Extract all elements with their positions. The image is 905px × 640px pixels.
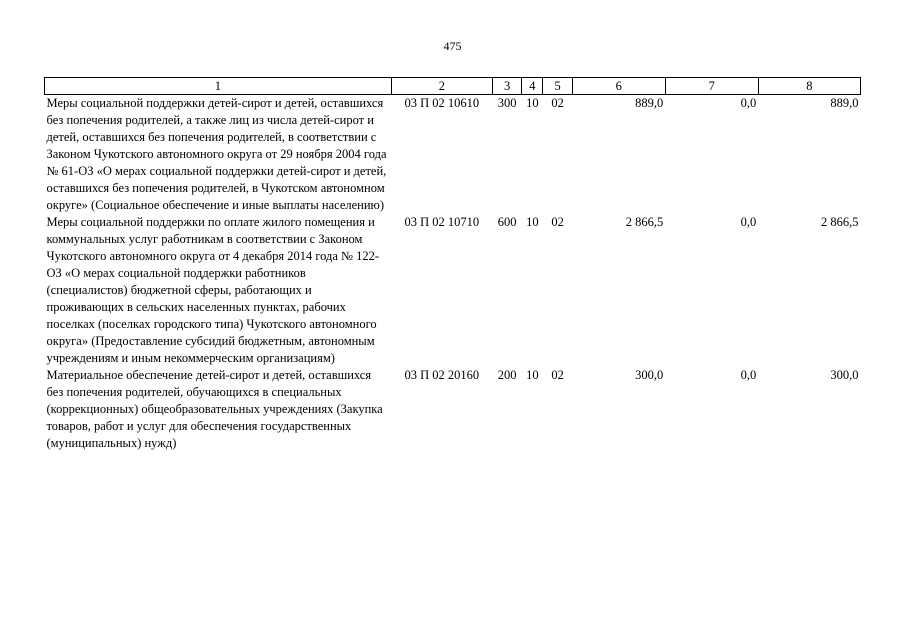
row-col6: 300,0 [635,368,664,382]
row-col8: 300,0 [830,368,859,382]
row-col3: 600 [497,215,517,229]
row-col3: 300 [497,96,517,110]
row-col5: 02 [551,96,564,110]
column-header: 1 [45,78,392,95]
column-header: 5 [543,78,572,95]
row-col7: 0,0 [740,96,757,110]
table-row [45,214,861,367]
column-header: 4 [522,78,543,95]
row-code: 03 П 02 20160 [404,368,480,382]
page-number: 475 [443,39,462,53]
row-name: Меры социальной поддержки детей-сирот и детей, оставшихся без попечения родителей, а также лиц из числа детей-сирот и детей, оставшихся без попечения родителей, в соответствии с Законом Чукотского автономного округа от 29 ноября 2004 года № 61-ОЗ «О мерах социальной поддержки детей-сирот и детей, оставшихся без попечения родителей, в Чукотском автономном округе» (Социальное обеспечение и иные выплаты населению) [46,96,387,212]
row-code: 03 П 02 10610 [404,96,480,110]
row-col6: 889,0 [635,96,664,110]
row-col4: 10 [526,368,539,382]
table-row [45,367,861,452]
column-header: 3 [492,78,521,95]
row-col6: 2 866,5 [625,215,664,229]
row-col7: 0,0 [740,215,757,229]
column-header: 6 [572,78,665,95]
column-header: 7 [665,78,758,95]
row-name: Меры социальной поддержки по оплате жилого помещения и коммунальных услуг работникам в соответствии с Законом Чукотского автономного округа от 4 декабря 2014 года № 122-ОЗ «О мерах социальной поддержки работников (специалистов) бюджетной сферы, работающих и проживающих в сельских населенных пунктах, рабочих поселках (поселках городского типа) Чукотского автономного округа» (Предоставление субсидий бюджетным, автономным учреждениям и иным некоммерческим организациям) [46,215,380,365]
row-col5: 02 [551,215,564,229]
row-col7: 0,0 [740,368,757,382]
table-row [45,95,861,215]
row-col4: 10 [526,215,539,229]
row-col4: 10 [526,96,539,110]
row-col8: 2 866,5 [821,215,859,229]
row-col5: 02 [551,368,564,382]
row-col8: 889,0 [830,96,859,110]
row-code: 03 П 02 10710 [404,215,480,229]
budget-table [44,77,861,452]
column-header: 8 [758,78,860,95]
header-row [45,78,861,95]
row-col3: 200 [497,368,517,382]
row-name: Материальное обеспечение детей-сирот и детей, оставшихся без попечения родителей, обучающихся в специальных (коррекционных) общеобразовательных учреждениях (Закупка товаров, работ и услуг для обеспечения государственных (муниципальных) нужд) [46,368,383,450]
column-header: 2 [391,78,492,95]
